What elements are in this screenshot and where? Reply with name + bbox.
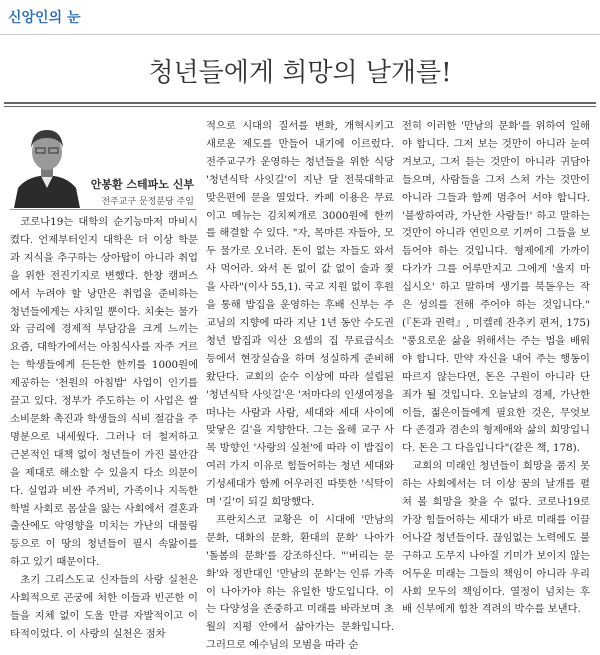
article-column-1 [10,214,198,640]
section-label: 신앙인의 눈 [8,10,81,26]
headline-rule-bottom [4,106,596,107]
article-paragraph: 프란치스코 교황은 이 시대에 '만남의 문화, 대화의 문화, 환대의 문화' 나아가 '돌봄의 문화'를 강조하신다. "'버리는 문화'와 정반대인 '만남의 문화'는 인류 가족이 나아가야 하는 유일한 방도입니다. 이는 다양성을 존중하고 미래를 바라보며 초월의 지평 안에서 삶아가는 문화입니다. 그러므로 예수님의 모범을 따라 순 [206,513,394,652]
article-paragraph: 적으로 시대의 질서를 변화, 개혁시키고 새로운 제도를 만들어 내기에 이르렀다. 전주교구가 운영하는 청년들을 위한 식당 '청년식탁 사잇길'이 지난 달 전북대학교 맞은편에 문을 열었다. 카페 이용은 무료이고 메뉴는 김치찌개로 3000원에 한끼를 해결할 수 있다. "자, 목마른 자들아, 모두 물가로 오너라. 돈이 없는 자들도 와서 사 먹어라. 와서 돈 없이 값 없이 술과 젖을 사라"(이사 55,1). 국고 지원 없이 후원을 통해 밥집을 운영하는 후배 신부는 주교님의 지향에 따라 지난 1년 동안 수도권 청년 밥집과 익산 요셉의 집 무료급식소 등에서 현장실습을 하며 성실하게 준비해 왔단다. 교회의 순수 이상에 따라 설립된 '청년식탁 사잇길'은 '저마다의 인생여정을 떠나는 사람과 사람, 세대와 세대 사이에 맞닿은 길'을 지향한다. 그는 올해 교구 사목 방향인 '사랑의 실천'에 따라 이 밥집이 여러 가지 이유로 힘들어하는 청년 세대와 기성세대가 함께 어우러진 따뜻한 '식탁이며 '길'이 되길 희망했다. [206,120,394,509]
header-divider [0,34,600,35]
article-headline: 청년들에게 희망의 날개를! [148,58,452,88]
article-paragraph: 초기 그리스도교 신자들의 사랑 실천은 사회적으로 곤궁에 처한 이들과 빈곤한 이들을 지체 없이 도울 만큼 자발적이고 이타적이었다. 이 사랑의 실천은 점차 [10,574,198,640]
byline-divider [10,209,196,210]
article-paragraph: 교회의 미래인 청년들이 희망을 품지 못하는 사회에서는 더 이상 꿈의 날개를 펼쳐 볼 희망을 찾을 수 없다. 코로나19로 가장 힘들어하는 세대가 바로 미래를 이끌어나갈 청년들이다. 끊임없는 노력에도 불구하고 도무지 나아질 기미가 보이지 않는 어두운 미래는 그들의 책임이 아니라 우리 사회 모두의 책임이다. 열정이 넘치는 후배 신부에게 힘찬 격려의 박수를 보낸다. [402,460,590,616]
author-name: 안봉환 스테파노 신부 [90,178,194,191]
article-column-3 [402,118,590,632]
section-header [0,0,600,36]
author-byline [72,176,194,207]
headline-rule-top [4,102,596,104]
article-paragraph: 전히 이러한 '만남의 문화'를 위하여 일해야 합니다. 그저 보는 것만이 아니라 눈여겨보고, 그저 듣는 것만이 아니라 귀담아들으며, 사람들을 그저 스쳐 가는 것만이 아니라 그들과 함께 멈추어 서야 합니다. '불쌍하여라, 가난한 사람들!' 하고 말하는 것만이 아니라 연민으로 기꺼이 그들을 보듬어야 하는 것입니다. 형제에게 가까이 다가가 그를 어루만지고 그에게 '울지 마십시오' 하고 말하며 생기를 북돋우는 작은 성의를 전해 주어야 하는 것입니다."(『돈과 권력』, 미켈레 잔추키 편저, 175) "풍요로운 삶을 위해서는 주는 법을 배워야 합니다. 만약 자신을 내어 주는 행동이 따르지 않는다면, 돈은 구원이 아니라 단죄가 될 것입니다. 오늘날의 경제, 가난한 이들, 젊은이들에게 필요한 것은, 무엇보다 존경과 겸손의 형제애와 삶의 희망입니다. 돈은 그 다음입니다"(같은 책, 178). [402,120,590,455]
author-role: 전주교구 문정분당 주임 [101,197,194,207]
article-column-2 [206,118,394,652]
article-paragraph: 코로나19는 대학의 순기능마저 마비시켰다. 언제부터인지 대학은 더 이상 학문과 지식을 추구하는 상아탑이 아니라 취업을 위한 전진기지로 변했다. 한창 캠퍼스에서 누려야 할 낭만은 취업을 준비하는 청년들에게는 사치일 뿐이다. 치솟는 물가와 금리에 경제적 부담감을 크게 느끼는 요즘, 대학가에서는 아침식사를 자주 거르는 학생들에게 든든한 한끼를 1000원에 제공하는 '천원의 아침밥' 사업이 인기를 끌고 있다. 정부가 주도하는 이 사업은 쌀 소비문화 촉진과 학생들의 식비 절감을 주 명분으로 내세웠다. 그러나 더 철저하고 근본적인 대책 없이 청년들이 가진 불안감을 제대로 해소할 수 있을지 다소 의문이다. 실업과 비싼 주거비, 가족이나 지독한 학벌 사회로 몸살을 앓는 사회에서 결혼과 출산에도 악영향을 미치는 가난의 대물림 등으로 이 땅의 청년들이 필시 속앓이를 하고 있기 때문이다. [10,216,198,569]
